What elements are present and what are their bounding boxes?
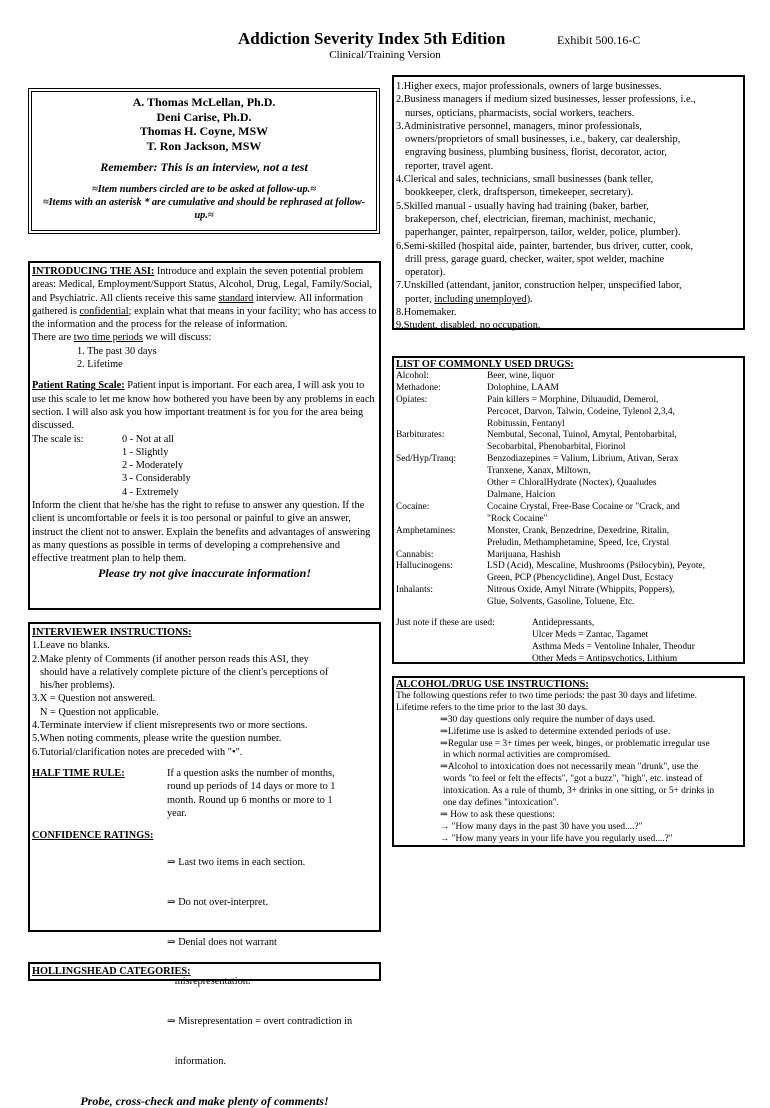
alcohol-box xyxy=(392,676,745,847)
drug-category: Hallucinogens: xyxy=(396,561,453,572)
drugs-box xyxy=(392,356,745,664)
drug-example-line: Nembutal, Seconal, Tuinol, Amytal, Pentobarbital, xyxy=(487,430,677,441)
category-item: 8.Homemaker. xyxy=(396,307,457,319)
category-item: 1.Higher execs, major professionals, owners of large businesses. xyxy=(396,81,662,92)
drug-example-line: Beer, wine, liquor xyxy=(487,370,555,381)
category-item: 9.Student, disabled, no occupation. xyxy=(396,320,541,332)
drug-row xyxy=(396,383,741,395)
drug-category: Barbiturates: xyxy=(396,430,445,441)
drug-example-line: Pain killers = Morphine, Diluaudid, Demerol, xyxy=(487,394,659,405)
drug-category: Methadone: xyxy=(396,382,441,393)
drug-row xyxy=(396,585,741,609)
alcohol-heading: ALCOHOL/DRUG USE INSTRUCTIONS: xyxy=(396,679,589,690)
scale-item: 0 - Not at all xyxy=(122,433,175,445)
periods-emph: two time periods xyxy=(73,332,143,344)
drug-examples xyxy=(487,371,741,383)
alcohol-bullet: → "How many days in the past 30 have you used....?" xyxy=(440,821,643,832)
half-time-line: year. xyxy=(167,807,187,819)
drug-example-line: Dolophine, LAAM xyxy=(487,382,559,393)
period-item: 2. Lifetime xyxy=(77,359,123,371)
drug-example-line: Benzodiazepines = Valium, Librium, Ativan, Serax xyxy=(487,454,679,465)
drug-example-line: Green, PCP (Phencyclidine), Angel Dust, Ecstacy xyxy=(487,573,674,584)
category-item: brakeperson, chef, electrician, fireman, machinist, mechanic, xyxy=(405,213,656,225)
exhibit-label: Exhibit 500.16-C xyxy=(557,33,641,47)
half-time-line: month. Round up 6 months or more to 1 xyxy=(167,794,333,806)
drug-example-line: Preludin, Methamphetamine, Speed, Ice, Crystal xyxy=(487,537,670,548)
remember-note: Remember: This is an interview, not a test xyxy=(100,160,308,174)
instruction-item: 4.Terminate interview if client misrepresents two or more sections. xyxy=(32,720,308,732)
alcohol-bullet: intoxication. As a rule of thumb, 3+ drinks in one sitting, or 5+ drinks in xyxy=(443,786,715,797)
drug-row xyxy=(396,561,741,585)
intro-confidential: confidential xyxy=(79,305,129,317)
other-med: Other Meds = Antipsychotics, Lithium xyxy=(532,653,678,664)
instruction-item: 6.Tutorial/clarification notes are preceded with "•". xyxy=(32,746,243,758)
author-line: Deni Carise, Ph.D. xyxy=(156,109,252,124)
category-item: paperhanger, painter, repairperson, tailor, welder, police, plumber). xyxy=(405,227,681,239)
drug-example-line: Dalmane, Halcion xyxy=(487,489,556,500)
alcohol-bullet: ⇒Regular use = 3+ times per week, binges, or problematic irregular use xyxy=(440,738,710,749)
period-item: 1. The past 30 days xyxy=(77,345,157,357)
rating-heading: Patient Rating Scale: xyxy=(32,380,125,392)
category-item: drill press, garage guard, checker, waiter, spot welder, machine xyxy=(405,253,665,265)
intro-closing: Please try not give inaccurate information! xyxy=(98,565,311,580)
drug-examples xyxy=(487,383,741,395)
authors-box xyxy=(28,88,380,234)
alcohol-bullet: ⇒ How to ask these questions: xyxy=(440,809,555,820)
confidence-line: ⇒ Last two items in each section. xyxy=(167,856,306,868)
category-item xyxy=(396,293,741,306)
drug-example-line: LSD (Acid), Mescaline, Mushrooms (Psilocybin), Peyote, xyxy=(487,561,705,572)
confidence-line: ⇒ Misrepresentation = overt contradiction in xyxy=(167,1016,353,1028)
confidence-line: ⇒ Do not over-interpret. xyxy=(167,896,269,908)
drug-example-line: Other = ChloralHydrate (Noctex), Quaaludes xyxy=(487,478,657,489)
drug-examples xyxy=(487,502,741,526)
drug-example-line: Percocet, Darvon, Talwin, Codeine, Tylenol 2,3,4, xyxy=(487,406,675,417)
drug-row xyxy=(396,430,741,454)
instruction-item: 5.When noting comments, please write the question number. xyxy=(32,733,282,745)
confidence-line: misrepresentation. xyxy=(167,976,251,988)
scale-item: 4 - Extremely xyxy=(122,486,179,498)
instruction-item: N = Question not applicable. xyxy=(40,706,159,718)
category-item: 6.Semi-skilled (hospital aide, painter, bartender, bus driver, cutter, cook, xyxy=(396,240,694,252)
drug-examples xyxy=(487,561,741,585)
drug-category: Alcohol: xyxy=(396,370,429,381)
drug-row xyxy=(396,502,741,526)
alcohol-line: Lifetime refers to the time prior to the last 30 days. xyxy=(396,702,588,713)
category-item: nurses, opticians, pharmacists, social workers, teachers. xyxy=(405,107,635,119)
alcohol-bullet: in which normal activities are compromised. xyxy=(443,750,611,761)
category-item: operator). xyxy=(405,267,446,279)
confidence-heading: CONFIDENCE RATINGS: xyxy=(32,830,154,842)
instruction-item: should have a relatively complete picture of the client's perceptions of xyxy=(40,666,329,678)
drug-category: Inhalants: xyxy=(396,585,433,596)
drug-example-line: Monster, Crank, Benzedrine, Dexedrine, Ritalin, xyxy=(487,525,670,536)
drug-row xyxy=(396,526,741,550)
category-item: engraving business, plumbing business, florist, decorator, actor, xyxy=(405,147,667,159)
author-line: Thomas H. Coyne, MSW xyxy=(139,124,269,138)
drug-example-line: Tranxene, Xanax, Miltown, xyxy=(487,466,591,477)
half-time-line: round up periods of 14 days or more to 1 xyxy=(167,781,336,793)
other-med: Antidepressants, xyxy=(532,618,595,629)
scale-item: 1 - Slightly xyxy=(122,446,169,458)
category-item: 2.Business managers if medium sized businesses, lesser professions, i.e., xyxy=(396,94,696,106)
intro-heading: INTRODUCING THE ASI: xyxy=(32,266,155,277)
alcohol-bullet: ⇒Alcohol to intoxication does not necessarily mean "drunk", use the xyxy=(440,762,699,773)
other-med: Ulcer Meds = Zantac, Tagamet xyxy=(532,629,649,640)
category-item: reporter, travel agent. xyxy=(405,160,494,172)
drug-example-line: Glue, Solvents, Gasoline, Toluene, Etc. xyxy=(487,597,635,608)
hollingshead-box xyxy=(392,75,745,330)
scale-item: 2 - Moderately xyxy=(122,460,184,472)
category-item: 5.Skilled manual - usually having had training (baker, barber, xyxy=(396,200,649,212)
drug-category: Sed/Hyp/Tranq: xyxy=(396,454,457,465)
drug-examples xyxy=(487,454,741,502)
drug-example-line: Nitrous Oxide, Amyl Nitrate (Whippits, Poppers), xyxy=(487,585,675,596)
drug-category: Amphetamines: xyxy=(396,525,456,536)
drug-example-line: Cocaine Crystal, Free-Base Cocaine or "Crack, and xyxy=(487,501,680,512)
author-line: T. Ron Jackson, MSW xyxy=(146,138,262,153)
category-item: bookkeeper, clerk, draftsperson, timekeeper, secretary). xyxy=(405,187,634,199)
drug-row xyxy=(396,454,741,502)
alcohol-bullet: one day defines "intoxication". xyxy=(443,798,559,809)
hollingshead-heading: HOLLINGSHEAD CATEGORIES: xyxy=(32,966,191,977)
half-time-line: If a question asks the number of months, xyxy=(167,767,335,779)
alcohol-line: The following questions refer to two time periods: the past 30 days and lifetime. xyxy=(396,690,697,701)
half-time-heading: HALF TIME RULE: xyxy=(32,767,125,779)
hollingshead-heading-box xyxy=(28,962,381,981)
drug-example-line: "Rock Cocaine" xyxy=(487,513,548,524)
category-item: 7.Unskilled (attendant, janitor, construction helper, unspecified labor, xyxy=(396,280,682,292)
alcohol-bullet: → "How many years in your life have you regularly used....?" xyxy=(440,833,673,844)
document-title: Addiction Severity Index 5th Edition xyxy=(238,29,506,48)
intro-text: Introduce and explain the seven potential problem areas: Medical, Employment/Support Status, Alcohol, Drug, Legal, Family/Social, and Psychiatric. All clients receive this same xyxy=(32,266,373,304)
drug-category: Opiates: xyxy=(396,394,428,405)
intro-box xyxy=(28,261,381,610)
drug-category: Cannabis: xyxy=(396,549,434,560)
scale-label: The scale is: xyxy=(32,433,84,445)
drug-category: Cocaine: xyxy=(396,501,430,512)
alcohol-bullet: ⇒Lifetime use is asked to determine extended periods of use. xyxy=(440,726,671,737)
drug-examples xyxy=(487,395,741,431)
drug-examples xyxy=(487,550,741,562)
instruction-item: 2.Make plenty of Comments (if another person reads this ASI, they xyxy=(32,653,309,665)
document-subtitle: Clinical/Training Version xyxy=(329,49,441,61)
periods-text: we will discuss: xyxy=(142,332,212,344)
confidence-line: information. xyxy=(167,1056,226,1068)
drug-examples xyxy=(487,430,741,454)
category-item: 3.Administrative personnel, managers, minor professionals, xyxy=(396,120,642,132)
instruction-item: 3.X = Question not answered. xyxy=(32,693,156,705)
drug-row xyxy=(396,550,741,562)
drugs-heading: LIST OF COMMONLY USED DRUGS: xyxy=(396,359,574,370)
scale-item: 3 - Considerably xyxy=(122,473,191,485)
intro-text: interview. All information gathered is xyxy=(32,292,364,317)
intro-text: ; explain what that means in your facility; who has access to the information and the process for the release of information. xyxy=(32,305,377,331)
confidence-line: ⇒ Denial does not warrant xyxy=(167,936,277,948)
other-med: Asthma Meds = Ventoline Inhaler, Theodur xyxy=(532,641,695,652)
followup-note: ≈Item numbers circled are to be asked at follow-up.≈ xyxy=(92,184,316,195)
instruction-item: 1.Leave no blanks. xyxy=(32,640,110,652)
alcohol-bullet: ⇒30 day questions only require the number of days used. xyxy=(440,714,656,725)
category-item: owners/proprietors of small businesses, i.e., bakery, car dealership, xyxy=(405,134,681,146)
author-line: A. Thomas McLellan, Ph.D. xyxy=(132,95,276,109)
drug-example-line: Secobarbital, Phenobarbital, Fiorinol xyxy=(487,442,626,453)
drug-examples xyxy=(487,526,741,550)
cumulative-note: ≈Items with an asterisk * are cumulative and should be rephrased at follow-up.≈ xyxy=(42,197,366,221)
drug-row xyxy=(396,395,741,431)
category-text-emph: including unemployed xyxy=(434,293,527,305)
instruction-item: his/her problems). xyxy=(40,680,115,692)
category-text: porter, xyxy=(405,293,435,305)
drug-row xyxy=(396,371,741,383)
interviewer-heading: INTERVIEWER INSTRUCTIONS: xyxy=(32,627,192,638)
refuse-text: Inform the client that he/she has the right to refuse to answer any question. If the client is uncomfortable or feels it is too personal or painful to give an answer, instruct the client not to answer. Explain the benefits and advantages of answering as many questions as possible in terms of developing a comprehensive and effective treatment plan to help them. xyxy=(32,500,371,565)
other-meds-label: Just note if these are used: xyxy=(396,618,495,629)
drug-list xyxy=(396,371,741,609)
rating-text: Patient input is important. For each area, I will ask you to use this scale to let me know how bothered you have been by any problems in each section. I will also ask you how important treatment is for you for the area being discussed. xyxy=(32,380,375,432)
drug-examples xyxy=(487,585,741,609)
interviewer-closing: Probe, cross-check and make plenty of comments! xyxy=(80,1094,329,1108)
drug-example-line: Marijuana, Hashish xyxy=(487,549,561,560)
drug-example-line: Robitussin, Fentanyl xyxy=(487,418,565,429)
category-item: 4.Clerical and sales, technicians, small businesses (bank teller, xyxy=(396,174,654,186)
category-text: ). xyxy=(526,293,533,305)
periods-text: There are xyxy=(32,332,74,344)
intro-standard: standard xyxy=(218,292,254,304)
alcohol-bullet: words "to feel or felt the effects", "got a buzz", "high", etc. instead of xyxy=(443,774,703,785)
